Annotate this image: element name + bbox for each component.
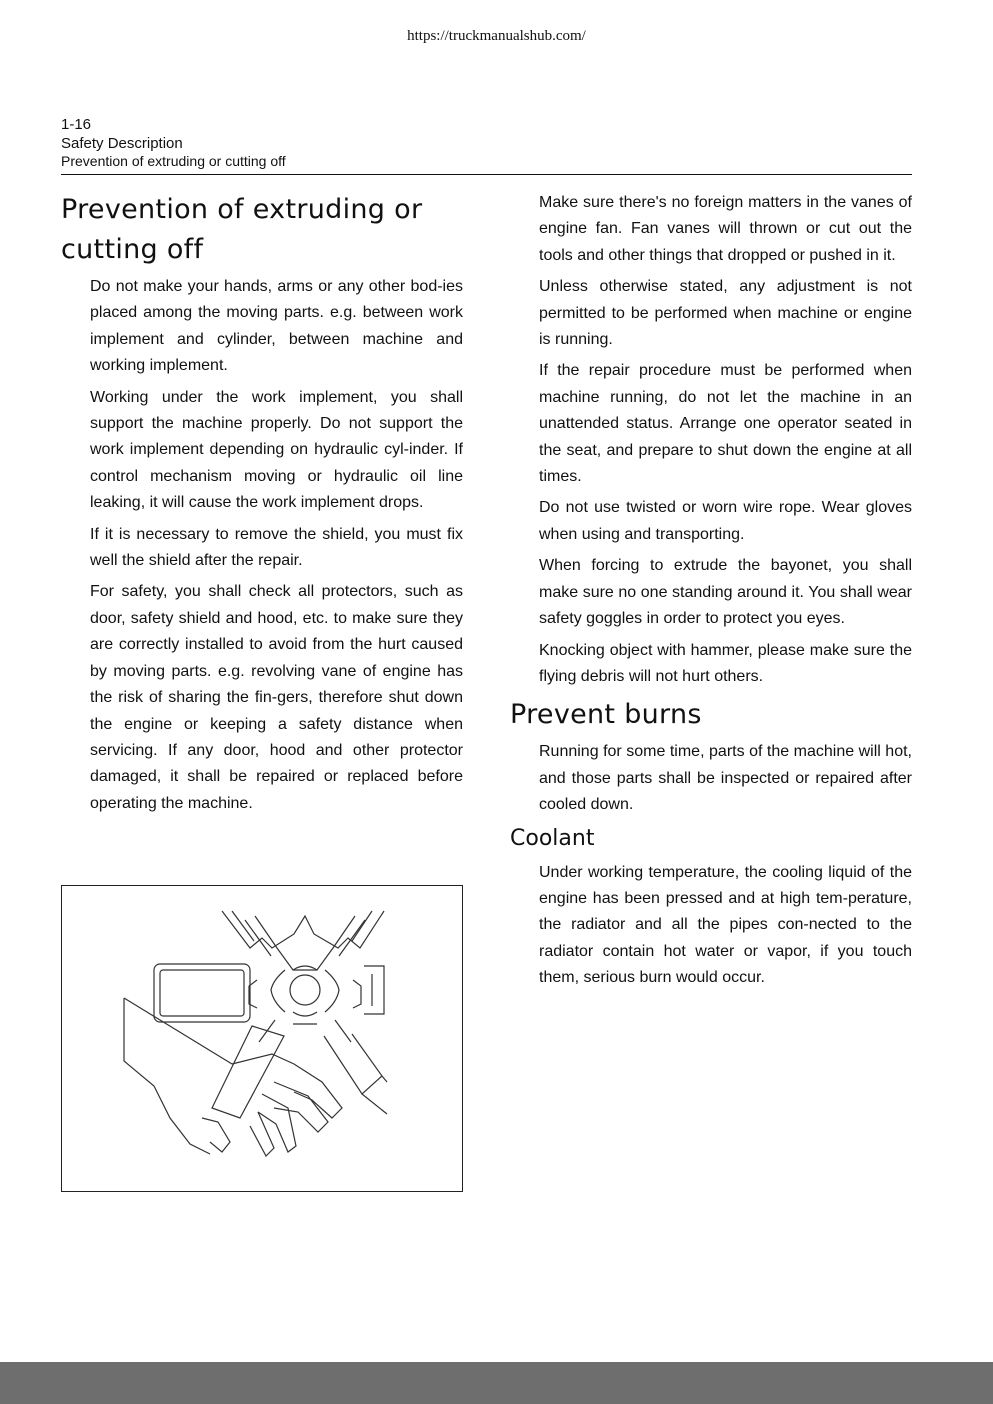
- paragraph: Knocking object with hammer, please make sure the flying debris will not hurt others.: [539, 641, 912, 685]
- paragraph: Working under the work implement, you shall support the machine properly. Do not support the work implement depending on hydraulic cyl-inder. If control mechanism moving or hydraulic oil line leaking, it will cause the work implement drops.: [90, 388, 463, 512]
- paragraph: Make sure there's no foreign matters in the vanes of engine fan. Fan vanes will thrown or cut out the tools and other things that dropped or pushed in it.: [539, 194, 912, 264]
- paragraph: Running for some time, parts of the machine will hot, and those parts shall be inspected or repaired after cooled down.: [539, 743, 912, 814]
- paragraph: For safety, you shall check all protectors, such as door, safety shield and hood, etc. to make sure they are correctly installed to avoid from the hurt caused by moving parts. e.g. revolving vane of engine has the risk of sharing the fin-gers, therefore shut down the engine or keeping a safety distance when servicing. If any door, hood and other protector damaged, it shall be repaired or replaced before operating the machine.: [90, 583, 463, 812]
- paragraph: Under working temperature, the cooling liquid of the engine has been pressed and at high tem-perature, the radiator and all the pipes con-nected to the radiator contain hot water or vapor, if you touch them, serious burn would occur.: [539, 863, 912, 987]
- section-title: Prevention of extruding or cutting off: [61, 153, 286, 169]
- paragraph: When forcing to extrude the bayonet, you shall make sure no one standing around it. You shall wear safety goggles in order to protect you eyes.: [539, 557, 912, 628]
- section-heading-burns: Prevent burns: [510, 699, 702, 731]
- page-header: [61, 115, 912, 170]
- subsection-heading-coolant: Coolant: [510, 825, 595, 851]
- page-number: 1-16: [61, 116, 92, 133]
- safety-illustration: [61, 885, 463, 1192]
- left-column: [61, 190, 463, 822]
- paragraph: Unless otherwise stated, any adjustment is not permitted to be performed when machine or engine is running.: [539, 278, 912, 349]
- header-divider: [61, 174, 912, 175]
- paragraph: Do not use twisted or worn wire rope. Wear gloves when using and transporting.: [539, 499, 912, 543]
- chapter-title: Safety Description: [61, 135, 183, 152]
- paragraph: If the repair procedure must be performed when machine running, do not let the machine in an unattended status. Arrange one operator seated in the seat, and prepare to shut down the engine at all times.: [539, 362, 912, 486]
- right-column: [510, 190, 912, 997]
- source-url: https://truckmanualshub.com/: [407, 28, 586, 44]
- paragraph: If it is necessary to remove the shield, you must fix well the shield after the repair.: [90, 525, 463, 570]
- hand-caught-in-gear-icon: [62, 886, 462, 1191]
- section-heading-extruding: Prevention of extruding or cutting off: [61, 194, 423, 265]
- footer-bar: [0, 1362, 993, 1404]
- paragraph: Do not make your hands, arms or any other bod-ies placed among the moving parts. e.g. between work implement and cylinder, between machine and working implement.: [90, 278, 463, 375]
